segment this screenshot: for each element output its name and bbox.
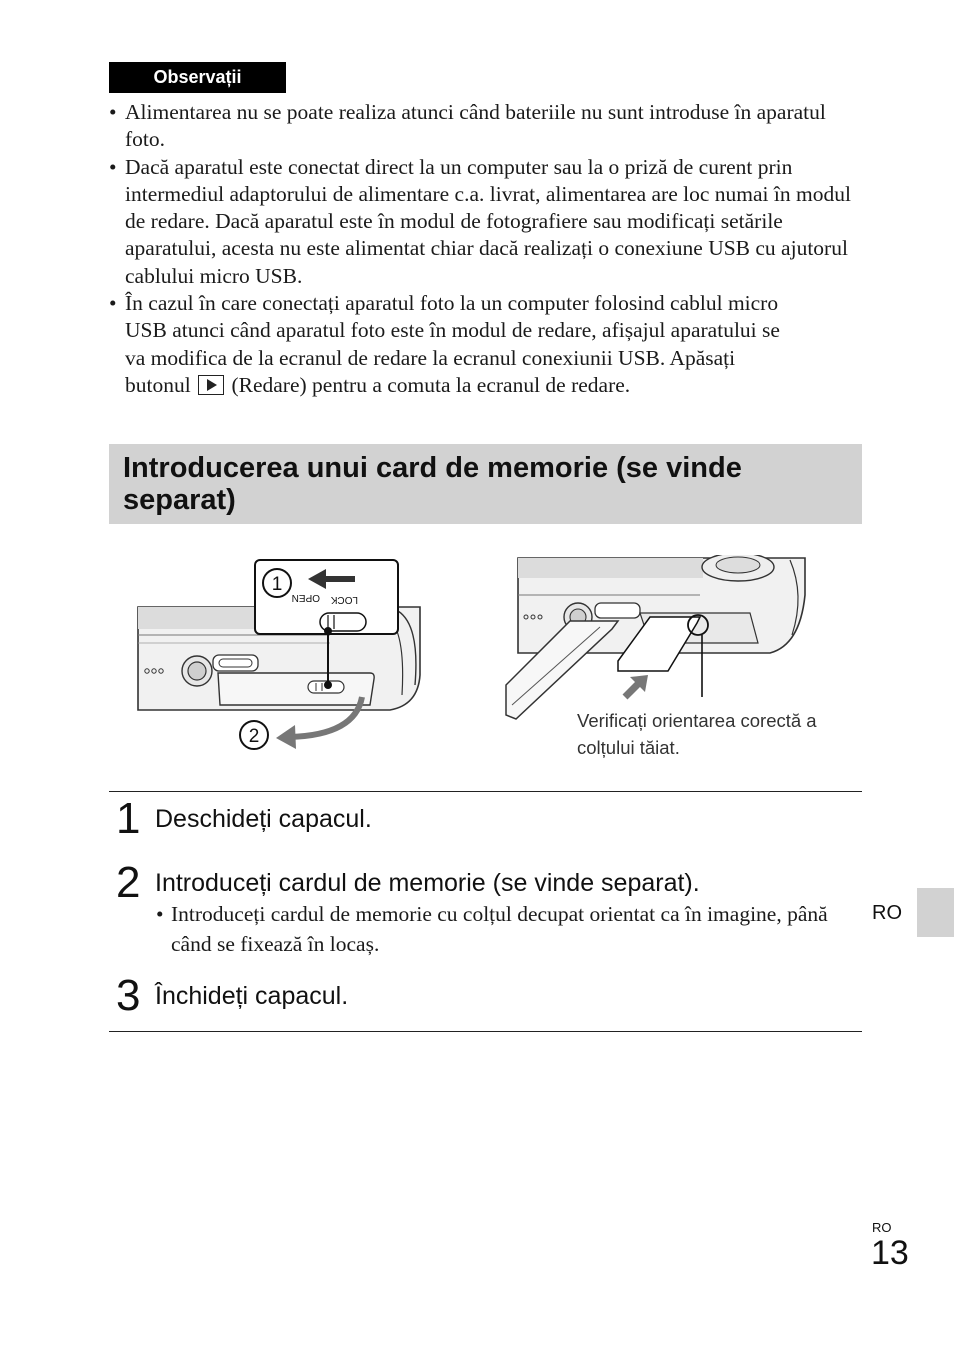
note-text-line: (Redare) pentru a comuta la ecranul de redare. <box>231 372 631 397</box>
note-item <box>109 154 869 290</box>
step-detail-text: Introduceți cardul de memorie cu colțul decupat orientat ca în imagine, până când se fixează în locaș. <box>171 902 828 956</box>
bullet: • <box>109 154 117 179</box>
step-number: 3 <box>116 971 141 1020</box>
step-marker-1: 1 <box>271 574 283 595</box>
open-cover-illustration <box>130 555 430 765</box>
note-item <box>109 99 869 154</box>
page-language: RO <box>872 1220 892 1235</box>
note-item <box>109 290 869 399</box>
step-detail <box>156 900 836 959</box>
notes-list <box>109 99 869 399</box>
language-code: RO <box>872 902 902 924</box>
bullet: • <box>109 100 117 124</box>
steps-bottom-rule <box>109 1031 862 1032</box>
step-marker-2: 2 <box>248 726 260 747</box>
step-number: 2 <box>116 858 141 907</box>
switch-lock-label: LOCK <box>330 594 358 605</box>
step-title: Introduceți cardul de memorie (se vinde separat). <box>155 869 700 897</box>
step-title: Deschideți capacul. <box>155 805 372 833</box>
step-title: Închideți capacul. <box>155 982 349 1010</box>
note-text: Alimentarea nu se poate realiza atunci când bateriile nu sunt introduse în aparatul foto. <box>125 100 826 152</box>
playback-icon <box>198 375 224 395</box>
page-number: 13 <box>871 1234 909 1272</box>
step-number: 1 <box>116 794 141 843</box>
bullet: • <box>109 291 117 316</box>
language-tab <box>917 888 954 937</box>
steps-top-rule <box>109 791 862 792</box>
switch-open-label: OPEN <box>291 592 320 603</box>
note-text-line: butonul <box>125 372 191 397</box>
illustration-caption: Verificați orientarea corectă a colțului tăiat. <box>577 710 817 758</box>
note-text-line: USB atunci când aparatul foto este în modul de redare, afișajul aparatului se <box>125 318 780 343</box>
note-text-line: În cazul în care conectați aparatul foto la un computer folosind cablul micro <box>125 291 779 316</box>
note-text: Dacă aparatul este conectat direct la un computer sau la o priză de curent prin intermediul adaptorului de alimentare c.a. livrat, alimentarea are loc numai în modul de redare. Dacă aparatul este în modul de fotografiere sau modificați setările aparatului, acesta nu este alimentat chiar dacă realizați o conexiune USB cu ajutorul cablului micro USB. <box>125 154 851 288</box>
insert-card-illustration <box>500 555 810 725</box>
note-text-line: va modifica de la ecranul de redare la ecranul conexiunii USB. Apăsați <box>125 345 736 370</box>
notes-label: Observații <box>109 62 286 93</box>
bullet: • <box>156 902 164 926</box>
section-title: Introducerea unui card de memorie (se vinde separat) <box>123 452 742 516</box>
